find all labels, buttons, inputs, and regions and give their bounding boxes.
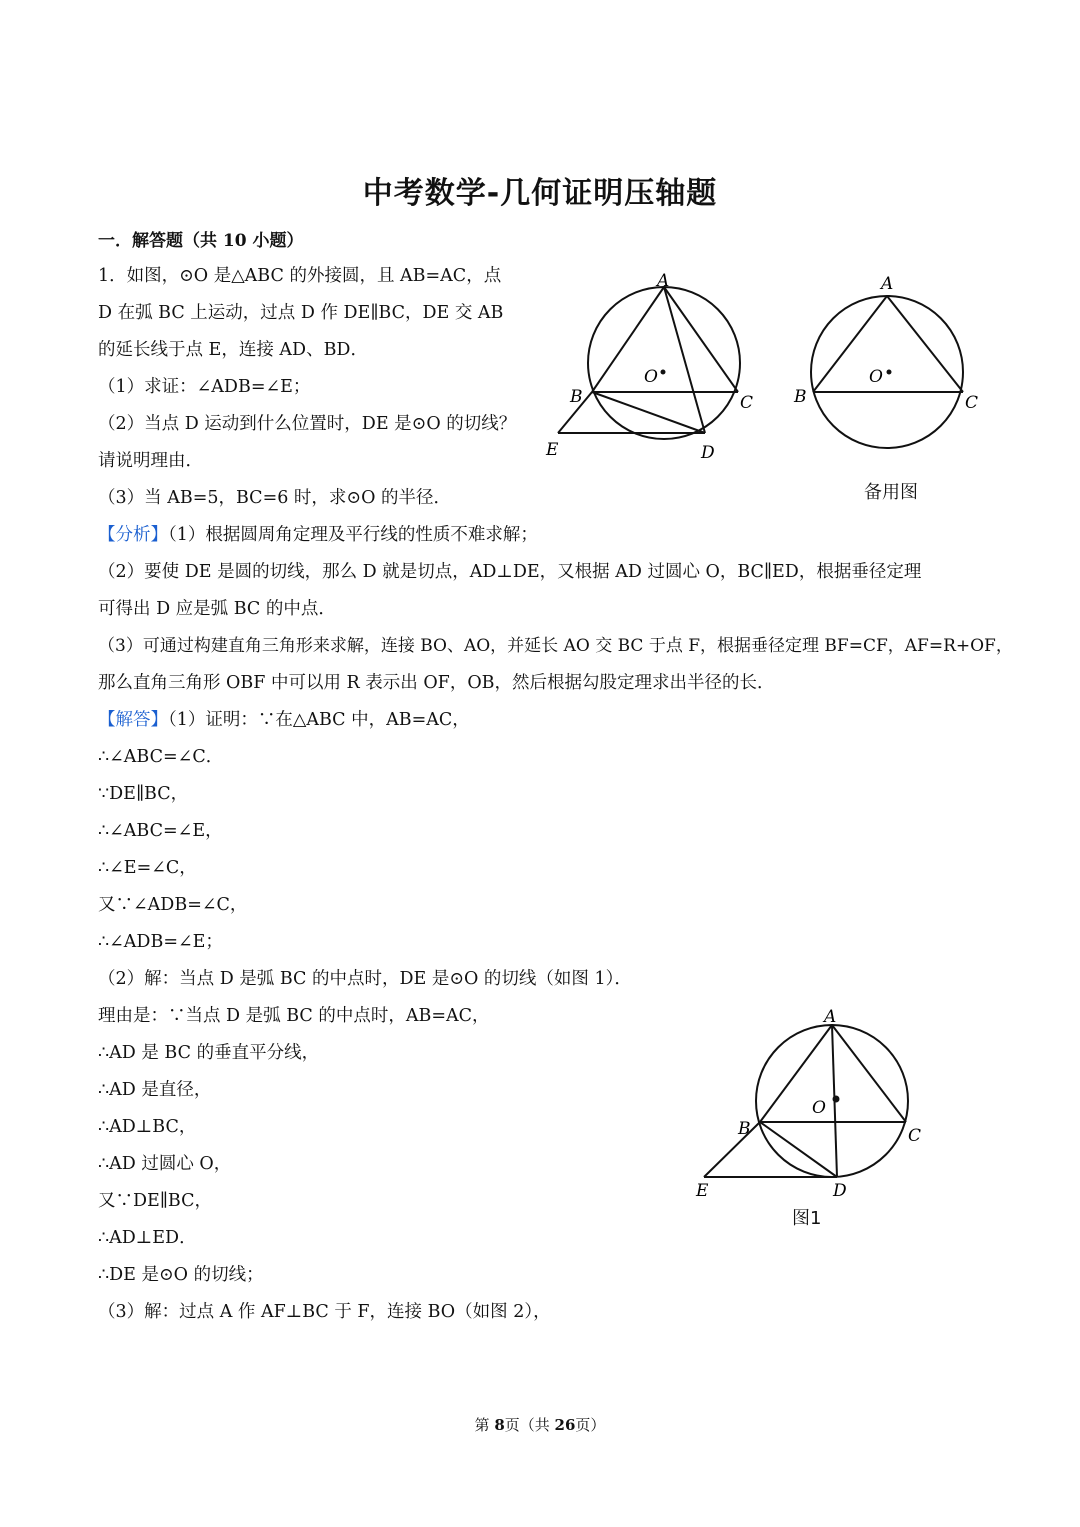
label-o: O — [869, 367, 883, 387]
answer-line: ∴∠ADB=∠E； — [98, 932, 223, 952]
problem-line: （1）求证：∠ADB=∠E； — [98, 377, 311, 397]
answer-line: ∴∠ABC=∠C． — [98, 747, 224, 767]
footer-text: 第 — [474, 1416, 495, 1434]
section-heading: 一．解答题（共 10 小题） — [98, 231, 304, 251]
answer-line: ∵DE∥BC， — [98, 784, 189, 804]
label-e: E — [696, 1181, 709, 1200]
answer-line — [98, 708, 470, 732]
figure-spare — [785, 270, 985, 460]
page-title: 中考数学-几何证明压轴题 — [362, 176, 718, 211]
label-c: C — [740, 393, 754, 413]
footer-text: 页（共 — [504, 1416, 555, 1434]
analysis-line: 那么直角三角形 OBF 中可以用 R 表示出 OF，OB，然后根据勾股定理求出半径的长． — [98, 673, 775, 693]
answer-line: ∴AD 是直径， — [98, 1080, 212, 1100]
answer-line: 又∵∠ADB=∠C， — [98, 895, 248, 915]
answer-line: ∴∠E=∠C， — [98, 858, 197, 878]
problem-line: （2）当点 D 运动到什么位置时，DE 是⊙O 的切线？ — [98, 414, 517, 434]
analysis-tag: 【分析】 — [98, 525, 168, 545]
analysis-text: （1）根据圆周角定理及平行线的性质不难求解； — [168, 525, 538, 545]
analysis-line — [98, 523, 538, 547]
label-d: D — [701, 443, 715, 463]
label-c: C — [908, 1126, 922, 1146]
answer-line: ∴∠ABC=∠E， — [98, 821, 223, 841]
answer-line: 又∵DE∥BC， — [98, 1191, 212, 1211]
figure-caption: 图1 — [792, 1208, 822, 1229]
answer-line: （2）解：当点 D 是弧 BC 的中点时，DE 是⊙O 的切线（如图 1）． — [98, 969, 632, 989]
label-b: B — [738, 1119, 751, 1139]
label-o: O — [812, 1098, 826, 1118]
answer-line: ∴AD⊥ED． — [98, 1228, 197, 1248]
label-b: B — [570, 387, 583, 407]
problem-line: 请说明理由． — [98, 451, 203, 471]
label-a: A — [657, 271, 670, 291]
analysis-line: （2）要使 DE 是圆的切线，那么 D 就是切点，AD⊥DE，又根据 AD 过圆心 O，BC∥ED，根据垂径定理 — [98, 562, 922, 582]
label-b: B — [794, 387, 807, 407]
answer-line: （3）解：过点 A 作 AF⊥BC 于 F，连接 BO（如图 2）， — [98, 1302, 551, 1322]
answer-text: （1）证明：∵在△ABC 中，AB=AC， — [168, 710, 470, 730]
page-total: 26 — [554, 1416, 576, 1434]
problem-line: D 在弧 BC 上运动，过点 D 作 DE∥BC，DE 交 AB — [98, 303, 504, 323]
label-a: A — [824, 1007, 837, 1027]
analysis-line: 可得出 D 应是弧 BC 的中点． — [98, 599, 336, 619]
problem-line: （3）当 AB=5，BC=6 时，求⊙O 的半径． — [98, 488, 451, 508]
answer-line: ∴DE 是⊙O 的切线； — [98, 1265, 264, 1285]
answer-line: ∴AD 过圆心 O， — [98, 1154, 232, 1174]
page-number: 8 — [494, 1416, 505, 1434]
problem-line: 1．如图，⊙O 是△ABC 的外接圆，且 AB=AC，点 — [98, 266, 502, 286]
label-e: E — [546, 440, 559, 460]
answer-tag: 【解答】 — [98, 710, 168, 730]
footer-text: 页） — [575, 1416, 606, 1434]
answer-line: ∴AD⊥BC， — [98, 1117, 197, 1137]
figure-main — [540, 270, 770, 465]
problem-line: 的延长线于点 E，连接 AD、BD． — [98, 340, 368, 360]
analysis-line: （3）可通过构建直角三角形来求解，连接 BO、AO，并延长 AO 交 BC 于点 F，根据垂径定理 BF=CF，AF=R+OF， — [98, 636, 1013, 656]
label-d: D — [833, 1181, 847, 1200]
figure-1 — [690, 1000, 930, 1200]
figure-caption: 备用图 — [864, 482, 918, 503]
page-footer — [0, 1414, 1080, 1435]
label-o: O — [644, 367, 658, 387]
answer-line: 理由是：∵当点 D 是弧 BC 的中点时，AB=AC， — [98, 1006, 490, 1026]
label-a: A — [881, 274, 894, 294]
answer-line: ∴AD 是 BC 的垂直平分线， — [98, 1043, 320, 1063]
label-c: C — [965, 393, 979, 413]
